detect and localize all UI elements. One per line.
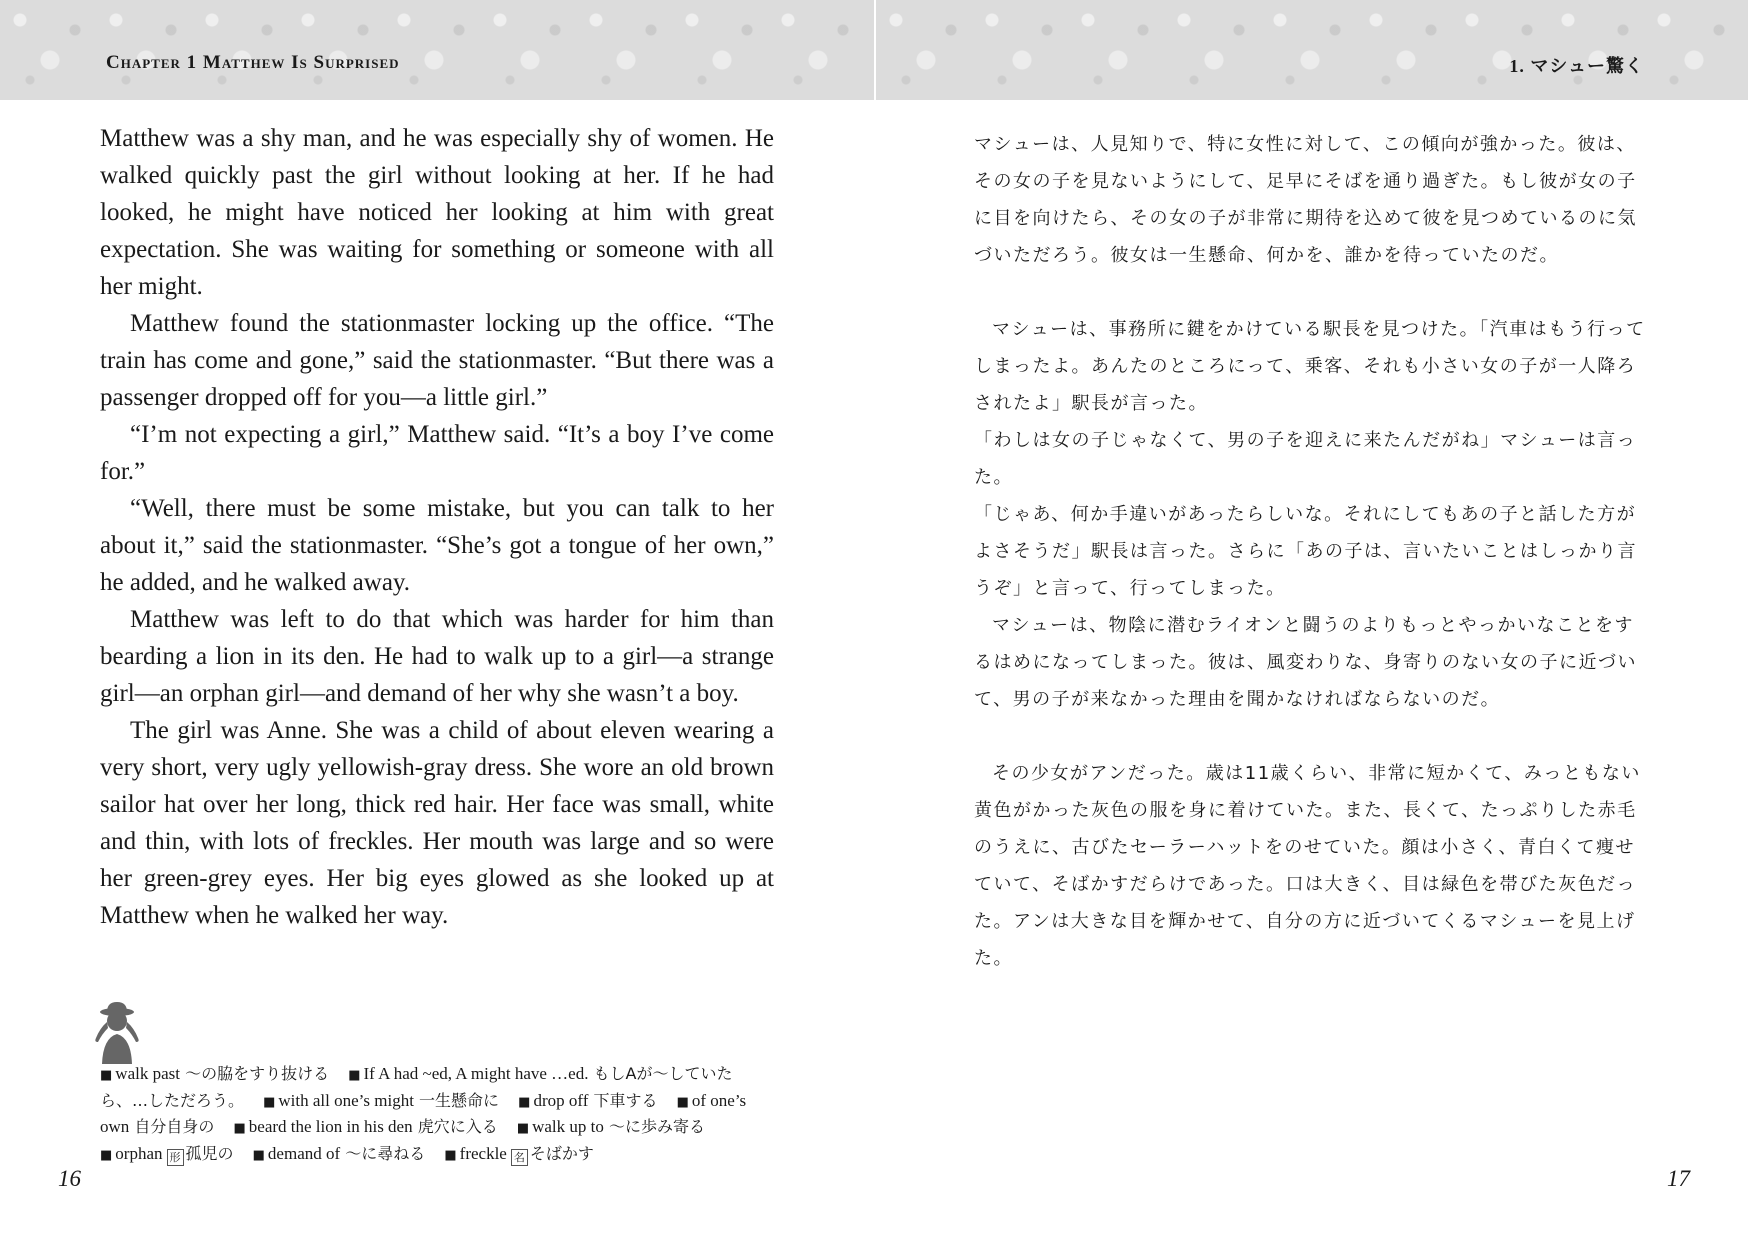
glossary-entry: ■ If A had ~ed, A might have …ed. もしAが～していたら、…しただろう。 [100,1064,733,1110]
japanese-paragraph: マシューは、人見知りで、特に女性に対して、この傾向が強かった。彼は、その女の子を見ないようにして、足早にそばを通り過ぎた。もし彼が女の子に目を向けたら、その女の子が非常に期待を込めて彼を見つめているのに気づいただろう。彼女は一生懸命、何かを、誰かを待っていたのだ。 [974,134,1637,266]
running-head-japanese: 1. マシュー驚く [1509,56,1644,76]
header-ornament-band [0,0,874,100]
header-ornament-band [874,0,1748,100]
japanese-paragraph: 「わしは女の子じゃなくて、男の子を迎えに来たんだがね」マシューは言った。 [974,430,1637,488]
english-paragraph: “Well, there must be some mistake, but you can talk to her about it,” said the stationmaster. “She’s got a tongue of her own,” he added, and he walked away. [100,495,774,596]
glossary-entry: ■ demand of ～に尋ねる [252,1143,426,1163]
english-paragraph: “I’m not expecting a girl,” Matthew said. “It’s a boy I’ve come for.” [100,421,774,485]
japanese-body-text [974,126,1650,977]
english-paragraph: Matthew was a shy man, and he was especially shy of women. He walked quickly past the girl without looking at her. If he had looked, he might have noticed her looking at him with great expectation. She was waiting for something or someone with all her might. [100,125,774,300]
glossary-entry: ■ of one’s own 自分自身の [100,1090,747,1136]
glossary-entry: ■ drop off 下車する [518,1090,658,1110]
english-paragraph: Matthew was left to do that which was harder for him than bearding a lion in its den. He had to walk up to a girl—a strange girl—an orphan girl—and demand of her why she wasn’t a boy. [100,606,774,707]
page-number-right: 17 [1667,1166,1690,1191]
part-of-speech-badge: 形 [167,1149,184,1166]
english-paragraph: The girl was Anne. She was a child of about eleven wearing a very short, very ugly yellowish-gray dress. She wore an old brown sailor hat over her long, thick red hair. Her face was small, white and thin, with lots of freckles. Her mouth was large and so were her green-grey eyes. Her big eyes glowed as she looked up at Matthew when he walked her way. [100,717,774,929]
glossary-entry: ■ with all one’s might 一生懸命に [263,1090,500,1110]
japanese-paragraph: 「じゃあ、何か手違いがあったらしいな。それにしてもあの子と話した方がよさそうだ」駅長は言った。さらに「あの子は、言いたいことはしっかり言うぞ」と言って、行ってしまった。 [974,504,1637,599]
japanese-paragraph: マシューは、事務所に鍵をかけている駅長を見つけた。「汽車はもう行ってしまったよ。あんたのところにって、乗客、それも小さい女の子が一人降ろされたよ」駅長が言った。 [974,319,1646,414]
glossary-entry: ■ walk up to ～に歩み寄る [516,1117,705,1136]
part-of-speech-badge: 名 [511,1149,528,1166]
right-page [874,0,1748,1240]
girl-silhouette-icon [88,998,146,1064]
japanese-paragraph: その少女がアンだった。歳は11歳くらい、非常に短かくて、みっともない黄色がかった灰色の服を身に着けていた。また、長くて、たっぷりした赤毛のうえに、古びたセーラーハットをのせていた。顔は小さく、青白くて痩せていて、そばかすだらけであった。口は大きく、目は緑色を帯びた灰色だった。アンは大きな目を輝かせて、自分の方に近づいてくるマシューを見上げた。 [974,763,1641,969]
glossary-entry: ■ orphan 形 孤児の [100,1143,234,1164]
japanese-paragraph: マシューは、物陰に潜むライオンと闘うのよりもっとやっかいなことをするはめになってしまった。彼は、風変わりな、身寄りのない女の子に近づいて、男の子が来なかった理由を聞かなければならないのだ。 [974,615,1637,710]
glossary-entry: ■ beard the lion in his den 虎穴に入る [233,1117,498,1136]
glossary-notes [100,1062,776,1168]
english-body-text [100,120,774,934]
page-number-left: 16 [58,1166,81,1191]
running-head-english: Chapter 1 Matthew Is Surprised [106,52,400,73]
glossary-entry: ■ walk past ～の脇をすり抜ける [100,1064,330,1083]
glossary-entry: ■ freckle 名 そばかす [444,1143,594,1164]
english-paragraph: Matthew found the stationmaster locking up the office. “The train has come and gone,” said the stationmaster. “But there was a passenger dropped off for you—a little girl.” [100,310,774,411]
